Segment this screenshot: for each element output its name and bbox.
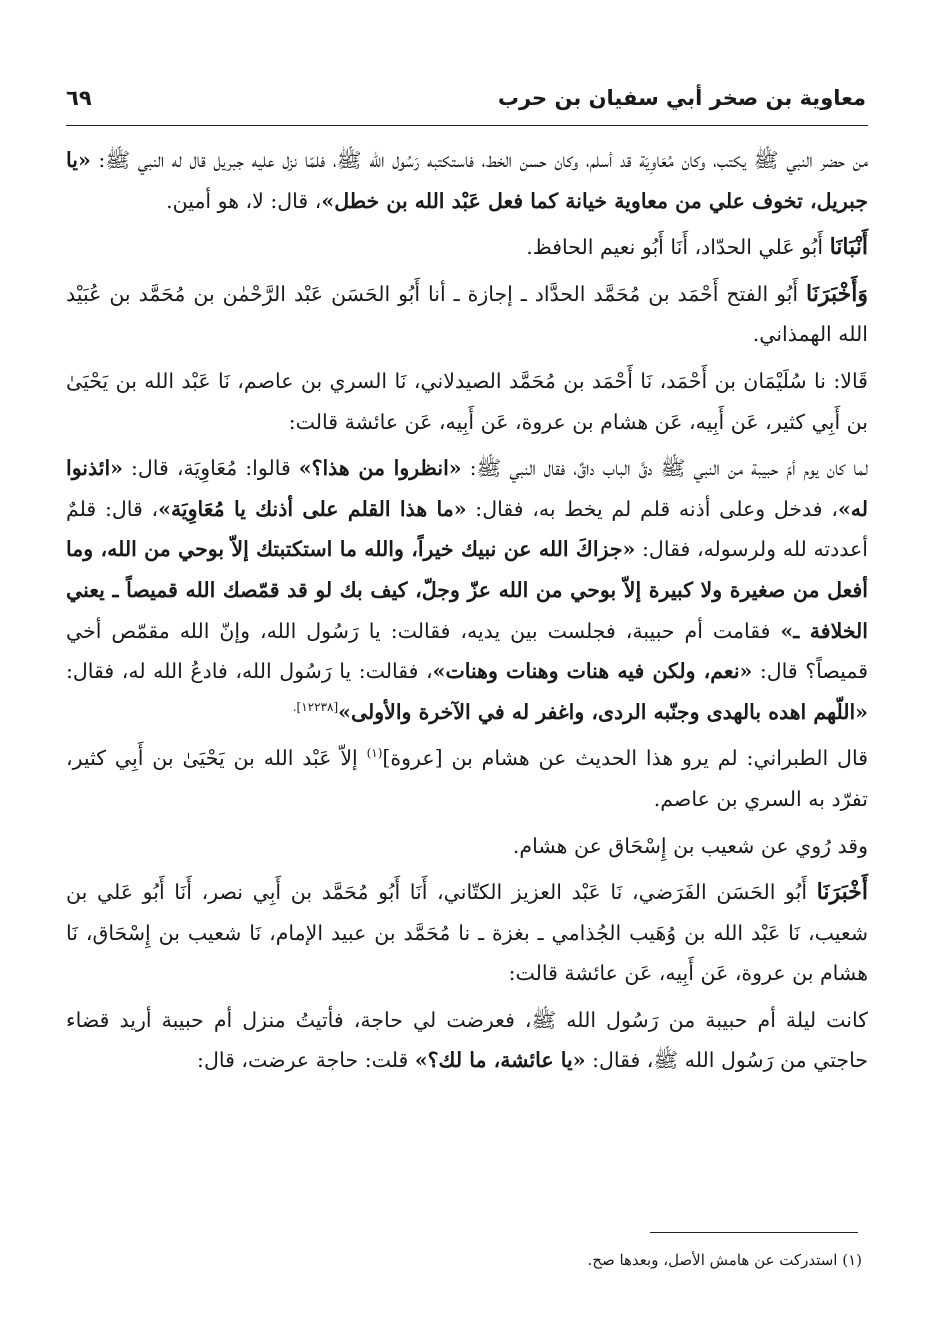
paragraph: [66, 872, 868, 994]
emphasis-text: «ما هذا القلم على أذنك يا مُعَاوِيَة»: [158, 496, 467, 521]
text-segment: كانت ليلة أم حبيبة من رَسُول الله ﷺ، فعرضت لي حاجة، فأتيتُ منزل أم حبيبة أريد قضاء حاجتي من رَسُول الله ﷺ، فقال:: [66, 1007, 868, 1073]
paragraph: [66, 274, 868, 355]
header-rule: [66, 125, 868, 126]
paragraph: [66, 227, 868, 268]
footnote: (١) استدركت عن هامش الأصل، وبعدها صح.: [587, 1251, 862, 1269]
text-segment: وقد رُوي عن شعيب بن إِسْحَاق عن هشام.: [512, 833, 868, 858]
text-segment: قالوا: مُعَاوِيَة، قال:: [122, 456, 299, 481]
running-title: معاوية بن صخر أبي سفيان بن حرب: [497, 86, 866, 110]
text-segment: ، قال: لا، هو أمين.: [166, 188, 322, 213]
paragraph: [66, 448, 868, 732]
text-segment: لما كان يوم أمّ حبيبة من النبي ﷺ دقَّ الباب داقٌ، فقال النبي ﷺ:: [461, 456, 868, 481]
emphasis-text: «انظروا من هذا؟»: [298, 456, 462, 481]
text-segment: ، قال: قلمٌ أعددته لله ولرسوله، فقال:: [66, 496, 868, 562]
emphasis-text: «اللّهم اهده بالهدى وجنّبه الردى، واغفر له في الآخرة والأولى»: [338, 699, 868, 724]
emphasis-text: «ائذنوا له»: [66, 456, 869, 521]
reference-mark: [١٢٢٣٨].: [292, 699, 339, 714]
emphasis-text: أَنْبَانَا: [829, 234, 868, 261]
paragraph: [66, 361, 868, 442]
paragraph: [66, 140, 868, 221]
text-segment: قَالا: نا سُلَيْمَان بن أَحْمَد، نَا أَحْمَد بن مُحَمَّد الصيدلاني، نَا السري بن عاصم، نَا عَبْد الله بن يَحْيَىٰ بن أَبِي كثير، عَن أَبِيه، عَن هشام بن عروة، عَن أَبِيه، عَن عائشة قالت:: [66, 368, 868, 434]
text-segment: أَبُو عَلي الحدّاد، أَنَا أَبُو نعيم الحافظ.: [526, 235, 830, 260]
emphasis-text: وَأَخْبَرَنَا: [806, 280, 868, 307]
emphasis-text: «جزاكَ الله عن نبيك خيراً، والله ما استكتبتك إلاّ بوحي من الله، وما أفعل من صغيرة ولا كبيرة إلاّ بوحي من الله عزّ وجلّ، كيف بك لو قد قمّصك الله قميصاً ـ يعني الخلافة ـ»: [66, 537, 869, 643]
paragraph: [66, 826, 868, 867]
text-segment: فقامت أم حبيبة، فجلست بين يديه، فقالت: يا رَسُول الله، وإنّ الله مقمّص أخي قميصاً؟ قال:: [66, 618, 868, 684]
page-header: [66, 80, 866, 120]
emphasis-text: «يا عائشة، ما لك؟»: [414, 1048, 586, 1073]
paragraph: [66, 738, 868, 819]
text-segment: أَبُو الفتح أَحْمَد بن مُحَمَّد الحدَّاد ـ إجازة ـ أنا أَبُو الحَسَن عَبْد الرَّحْمٰن بن مُحَمَّد بن عُبَيْد الله الهمذاني.: [66, 281, 868, 347]
footnote-rule: [650, 1232, 858, 1233]
page-number: ٦٩: [66, 86, 92, 110]
text-segment: أَبُو الحَسَن الفَرَضي، نَا عَبْد العزيز الكتّاني، أَنَا أَبُو مُحَمَّد بن أَبِي نصر، أَنَا أَبُو عَلي بن شعيب، نَا عَبْد الله بن وُهَيب الجُذامي ـ بغزة ـ نا مُحَمَّد بن عبيد الإمام، نَا شعيب بن إِسْحَاق، نَا هشام بن عروة، عَن أَبِيه، عَن عائشة قالت:: [66, 880, 868, 986]
text-segment: قلت: حاجة عرضت، قال:: [197, 1048, 415, 1073]
reference-mark: (١): [366, 746, 383, 761]
text-segment: قال الطبراني: لم يرو هذا الحديث عن هشام بن [عروة]: [382, 746, 868, 771]
emphasis-text: أَخْبَرَنَا: [816, 879, 868, 906]
emphasis-text: «نعم، ولكن فيه هنات وهنات وهنات»: [432, 659, 753, 684]
main-text: [66, 140, 868, 1087]
paragraph: [66, 1000, 868, 1081]
emphasis-text: «يا جبريل، تخوف علي من معاوية خيانة كما فعل عَبْد الله بن خطل»: [66, 148, 868, 213]
text-segment: ، فدخل وعلى أذنه قلم لم يخط به، فقال:: [466, 496, 838, 521]
text-segment: ، فقالت: يا رَسُول الله، فادعُ الله له، فقال:: [66, 659, 433, 684]
text-segment: إلاّ عَبْد الله بن يَحْيَىٰ بن أَبِي كثير، تفرّد به السري بن عاصم.: [66, 746, 868, 811]
text-segment: من حضر النبي ﷺ يكتب، وكان مُعَاوِيَة قد أسلم، وكان حسن الخط، فاستكتبه رَسُول الله ﷺ، فلمّا نزل عليه جبريل قال له النبي ﷺ:: [90, 148, 868, 172]
